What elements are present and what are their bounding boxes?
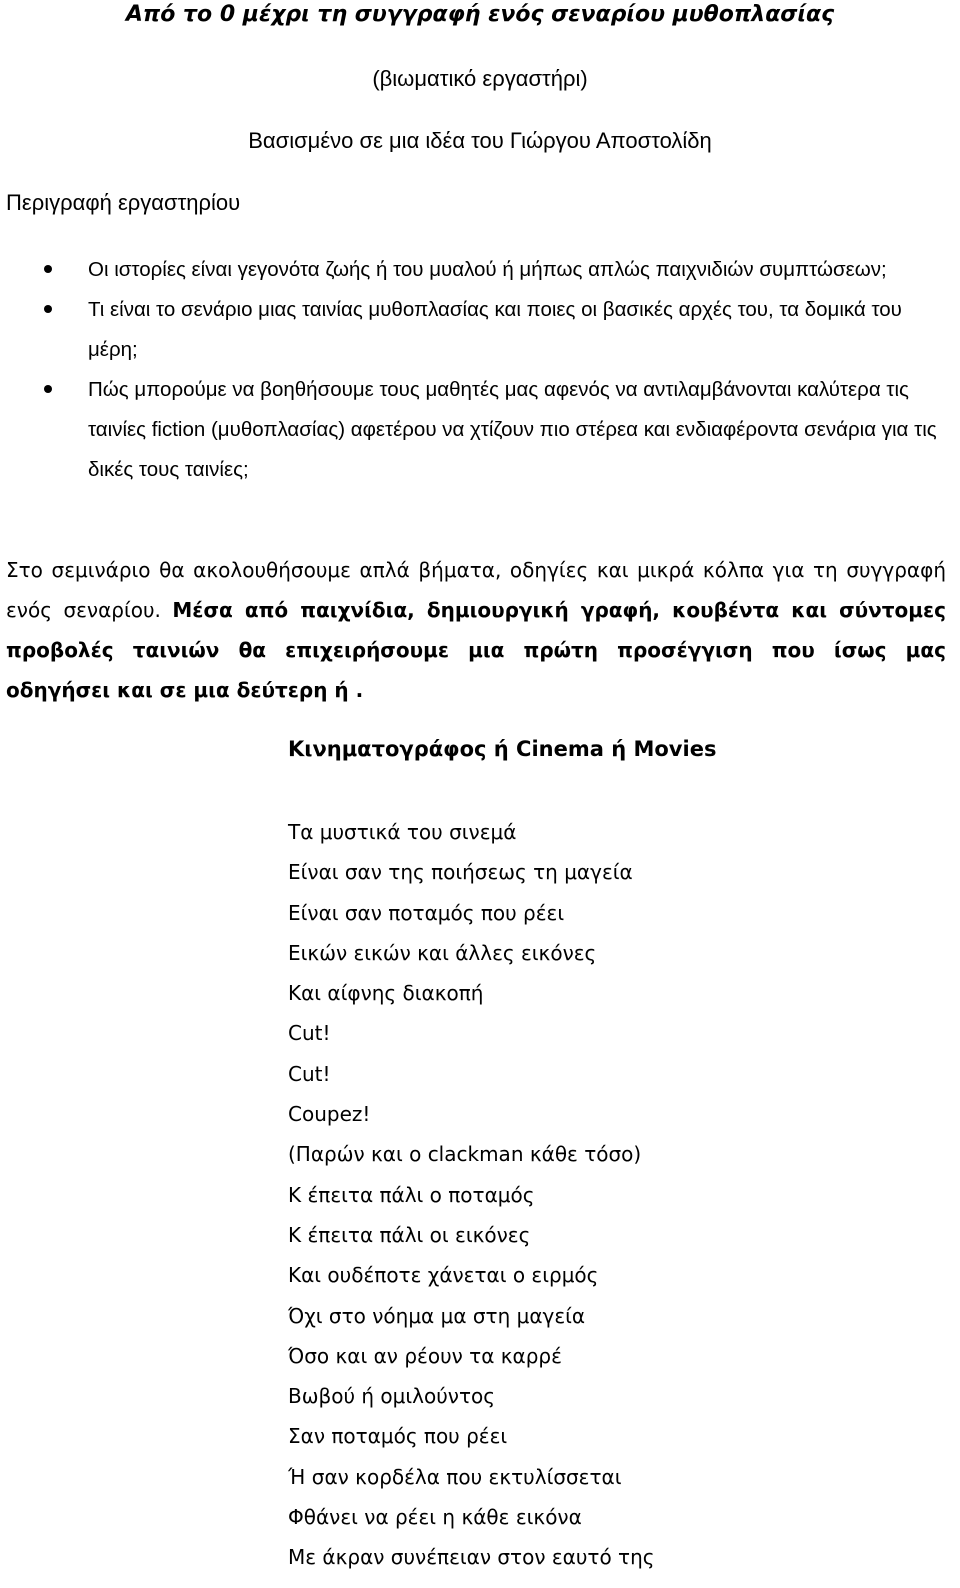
document-subtitle: (βιωματικό εργαστήρι)	[372, 66, 588, 91]
poem-line: Είναι σαν ποταμός που ρέει	[288, 900, 565, 925]
poem-line: (Παρών και ο clackman κάθε τόσο)	[288, 1142, 642, 1167]
poem-line: Και ουδέποτε χάνεται ο ειρμός	[288, 1263, 599, 1288]
section-label: Περιγραφή εργαστηρίου	[6, 190, 241, 215]
question-list	[0, 250, 960, 490]
poem-line: Cut!	[288, 1021, 331, 1046]
bullet-icon	[44, 385, 52, 393]
poem-line: Φθάνει να ρέει η κάθε εικόνα	[288, 1505, 582, 1530]
document-title: Από το 0 μέχρι τη συγγραφή ενός σεναρίου μυθοπλασίας	[125, 2, 835, 27]
intro-text-regular: Στο σεμινάριο θα ακολουθήσουμε απλά βήματα, οδηγίες και μικρά κόλπα για τη συγγραφή ενός σεναρίου.	[6, 558, 946, 622]
poem-line: Όσο και αν ρέουν τα καρρέ	[288, 1343, 562, 1368]
poem-line: Βωβού ή ομιλούντος	[288, 1384, 495, 1409]
poem-line: Ή σαν κορδέλα που εκτυλίσσεται	[288, 1464, 622, 1489]
question-text: Πώς μπορούμε να βοηθήσουμε τους μαθητές μας αφενός να αντιλαμβάνονται καλύτερα τις ταινίες fiction (μυθοπλασίας) αφετέρου να χτίζουν πιο στέρεα και ενδιαφέροντα σενάρια για τις δικές τους ταινίες;	[88, 378, 937, 481]
poem-line: Κ έπειτα πάλι ο ποταμός	[288, 1182, 535, 1207]
question-text: Τι είναι το σενάριο μιας ταινίας μυθοπλασίας και ποιες οι βασικές αρχές του, τα δομικά του μέρη;	[88, 298, 902, 361]
poem-line: Με άκραν συνέπειαν στον εαυτό της	[288, 1545, 655, 1570]
poem-line: Σαν ποταμός που ρέει	[288, 1424, 508, 1449]
poem-line: Είναι σαν της ποιήσεως τη μαγεία	[288, 860, 633, 885]
question-item	[0, 290, 960, 370]
poem-body	[288, 812, 655, 1578]
poem-line: Εικών εικών και άλλες εικόνες	[288, 940, 597, 965]
poem-line: Όχι στο νόημα μα στη μαγεία	[288, 1303, 586, 1328]
poem-line: Κ έπειτα πάλι οι εικόνες	[288, 1222, 531, 1247]
poem-title: Κινηματογράφος ή Cinema ή Movies	[288, 737, 717, 761]
intro-text-bold: Μέσα από παιχνίδια, δημιουργική γραφή, κουβέντα και σύντομες προβολές ταινιών θα επιχειρήσουμε μια πρώτη προσέγγιση που ίσως μας οδηγήσει και σε μια δεύτερη ή .	[6, 598, 946, 702]
question-item	[0, 370, 960, 490]
poem-line: Coupez!	[288, 1102, 371, 1127]
question-text: Οι ιστορίες είναι γεγονότα ζωής ή του μυαλού ή μήπως απλώς παιχνιδιών συμπτώσεων;	[88, 258, 887, 281]
document-credit: Βασισμένο σε μια ιδέα του Γιώργου Αποστολίδη	[248, 128, 712, 153]
bullet-icon	[44, 265, 52, 273]
poem-line: Τα μυστικά του σινεμά	[288, 820, 517, 844]
intro-paragraph	[6, 550, 946, 710]
poem-line: Cut!	[288, 1061, 331, 1086]
poem-line: Και αίφνης διακοπή	[288, 981, 484, 1006]
question-item	[0, 250, 960, 290]
bullet-icon	[44, 305, 52, 313]
